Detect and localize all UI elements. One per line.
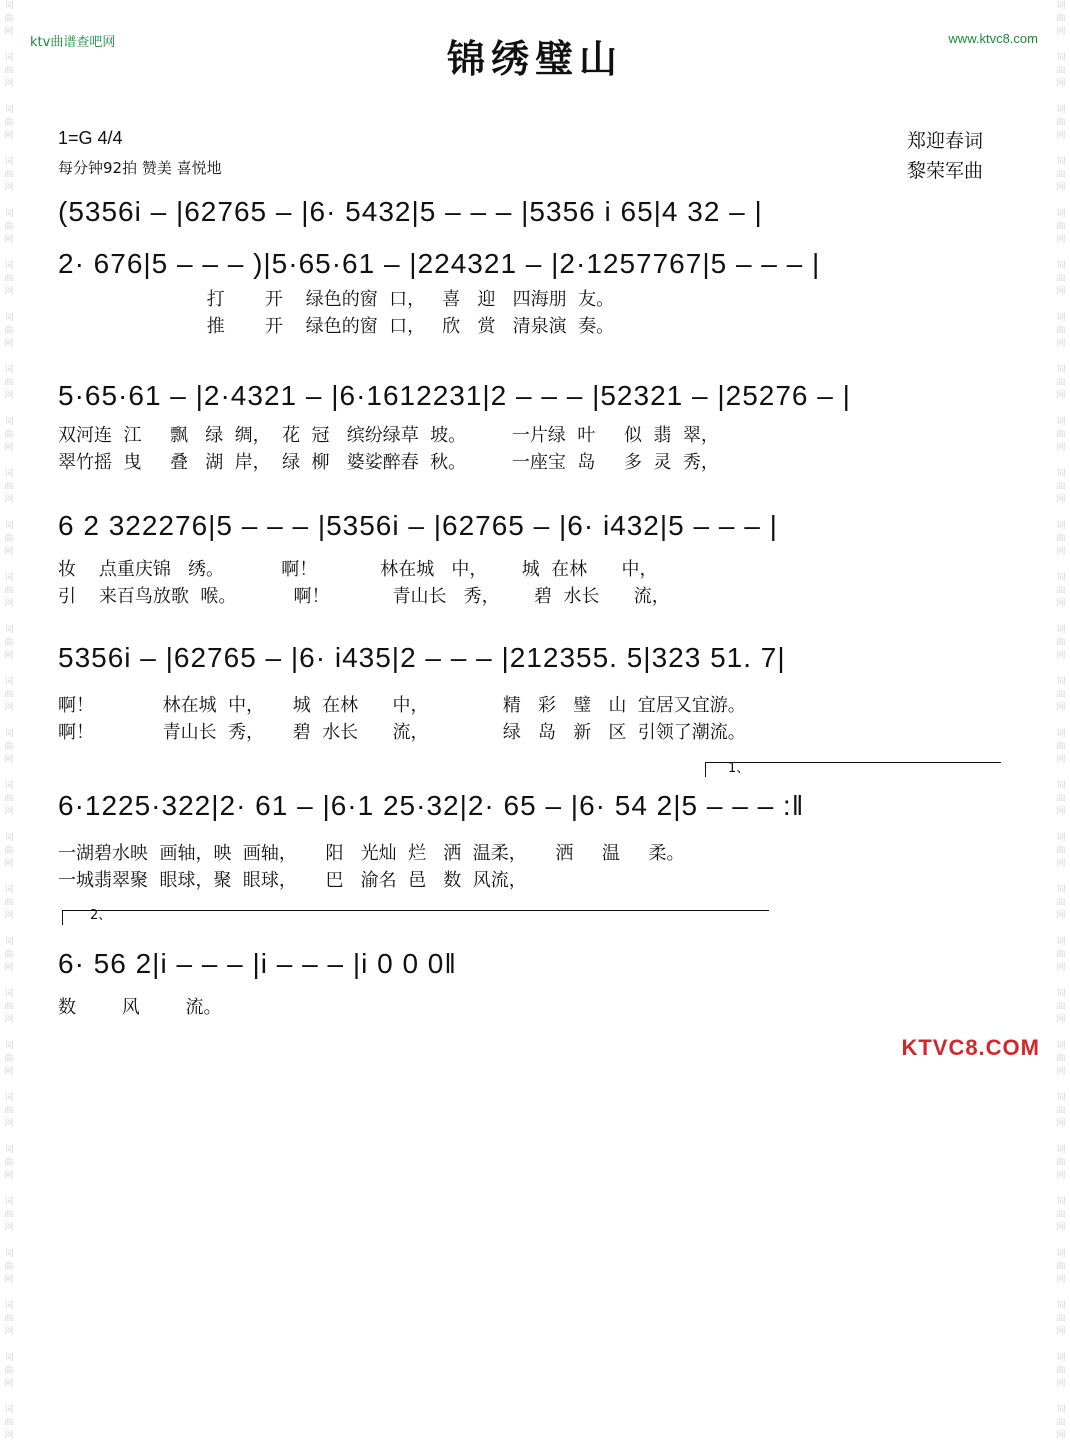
notation-line: 6·1225·322|2· 61 – |6·1 25·32|2· 65 – |6· 54 2|5 – – – :‖ xyxy=(58,790,805,821)
notation-line: 5·65·61 – |2·4321 – |6·1612231|2 – – – |52321 – |25276 – | xyxy=(58,380,851,411)
score-line-6 xyxy=(58,786,1008,894)
lyric-verse-1: 打 开 绿色的窗 口， 喜 迎 四海朋 友。 xyxy=(58,289,615,310)
volta-2-label: 2、 xyxy=(90,908,112,923)
notation-line: (5356i – |62765 – |6· 5432|5 – – – |5356 i 65|4 32 – | xyxy=(58,196,763,227)
song-title: 锦绣璧山 xyxy=(446,36,623,81)
volta-bracket-2 xyxy=(62,910,769,925)
volta-1-label: 1、 xyxy=(728,761,750,776)
volta-bracket-1 xyxy=(705,762,1001,777)
lyric-verse-1: 妆 点重庆锦 绣。 啊！ 林在城 中， 城 在林 中， xyxy=(58,559,658,580)
lyric-verse-2: 推 开 绿色的窗 口， 欣 赏 清泉演 奏。 xyxy=(58,316,615,337)
lyric-verse-1: 数 风 流。 xyxy=(58,997,222,1018)
side-watermark-left: 词 曲 网 词 曲 网 词 曲 网 词 曲 网 词 曲 网 词 曲 网 词 曲 网 词 曲 网 词 曲 网 词 曲 网 词 曲 网 词 曲 网 词 曲 网 词 曲 网 词 曲 网 词 曲 网 词 曲 网 词 曲 网 词 曲 网 词 曲 网 词 曲 网 词 曲 网 词 曲 网 词 曲 网 词 曲 网 词 曲 网 词 曲 网 词 曲 网 xyxy=(4,1,14,1441)
score-line-7 xyxy=(58,944,1008,1021)
lyric-verse-2: 啊！ 青山长 秀， 碧 水长 流， 绿 岛 新 区 引领了潮流。 xyxy=(58,722,746,743)
score-line-5 xyxy=(58,638,1008,746)
lyric-verse-1: 一湖碧水映 画轴，映 画轴， 阳 光灿 烂 洒 温柔， 洒 温 柔。 xyxy=(58,843,685,864)
lyric-verse-2: 一城翡翠聚 眼球，聚 眼球， 巴 渝名 邑 数 风流， xyxy=(58,870,527,891)
notation-line: 6· 56 2|i – – – |i – – – |i 0 0 0‖ xyxy=(58,948,457,979)
notation-line: 5356i – |62765 – |6· i435|2 – – – |212355. 5|323 51. 7| xyxy=(58,642,786,673)
tempo-marking: 每分钟92拍 赞美 喜悦地 xyxy=(58,159,222,177)
side-watermark-right: 词 曲 网 词 曲 网 词 曲 网 词 曲 网 词 曲 网 词 曲 网 词 曲 网 词 曲 网 词 曲 网 词 曲 网 词 曲 网 词 曲 网 词 曲 网 词 曲 网 词 曲 网 词 曲 网 词 曲 网 词 曲 网 词 曲 网 词 曲 网 词 曲 网 词 曲 网 词 曲 网 词 曲 网 词 曲 网 词 曲 网 词 曲 网 词 曲 网 xyxy=(1056,1,1066,1441)
lyric-verse-1: 双河连 江 飘 绿 绸， 花 冠 缤纷绿草 坡。 一片绿 叶 似 翡 翠， xyxy=(58,425,719,446)
composer-credit: 黎荣军曲 xyxy=(907,160,984,182)
lyric-verse-1: 啊！ 林在城 中， 城 在林 中， 精 彩 璧 山 宜居又宜游。 xyxy=(58,695,746,716)
lyric-verse-2: 翠竹摇 曳 叠 湖 岸， 绿 柳 婆娑醉春 秋。 一座宝 岛 多 灵 秀， xyxy=(58,452,719,473)
lyric-verse-2: 引 来百鸟放歌 喉。 啊！ 青山长 秀， 碧 水长 流， xyxy=(58,586,670,607)
score-line-1 xyxy=(58,192,1008,232)
ktvc8-logo: KTVC8.COM xyxy=(901,1035,1040,1060)
notation-line: 2· 676|5 – – – )|5·65·61 – |224321 – |2·1257767|5 – – – | xyxy=(58,248,821,279)
watermark-site-left: ktv曲谱查吧网 xyxy=(30,35,116,50)
notation-line: 6 2 322276|5 – – – |5356i – |62765 – |6· i432|5 – – – | xyxy=(58,510,778,541)
key-signature: 1=G 4/4 xyxy=(58,128,123,148)
watermark-site-right: www.ktvc8.com xyxy=(948,31,1038,46)
score-line-2 xyxy=(58,244,1008,340)
score-line-3 xyxy=(58,376,1008,476)
lyricist-credit: 郑迎春词 xyxy=(907,130,984,152)
score-line-4 xyxy=(58,506,1008,610)
